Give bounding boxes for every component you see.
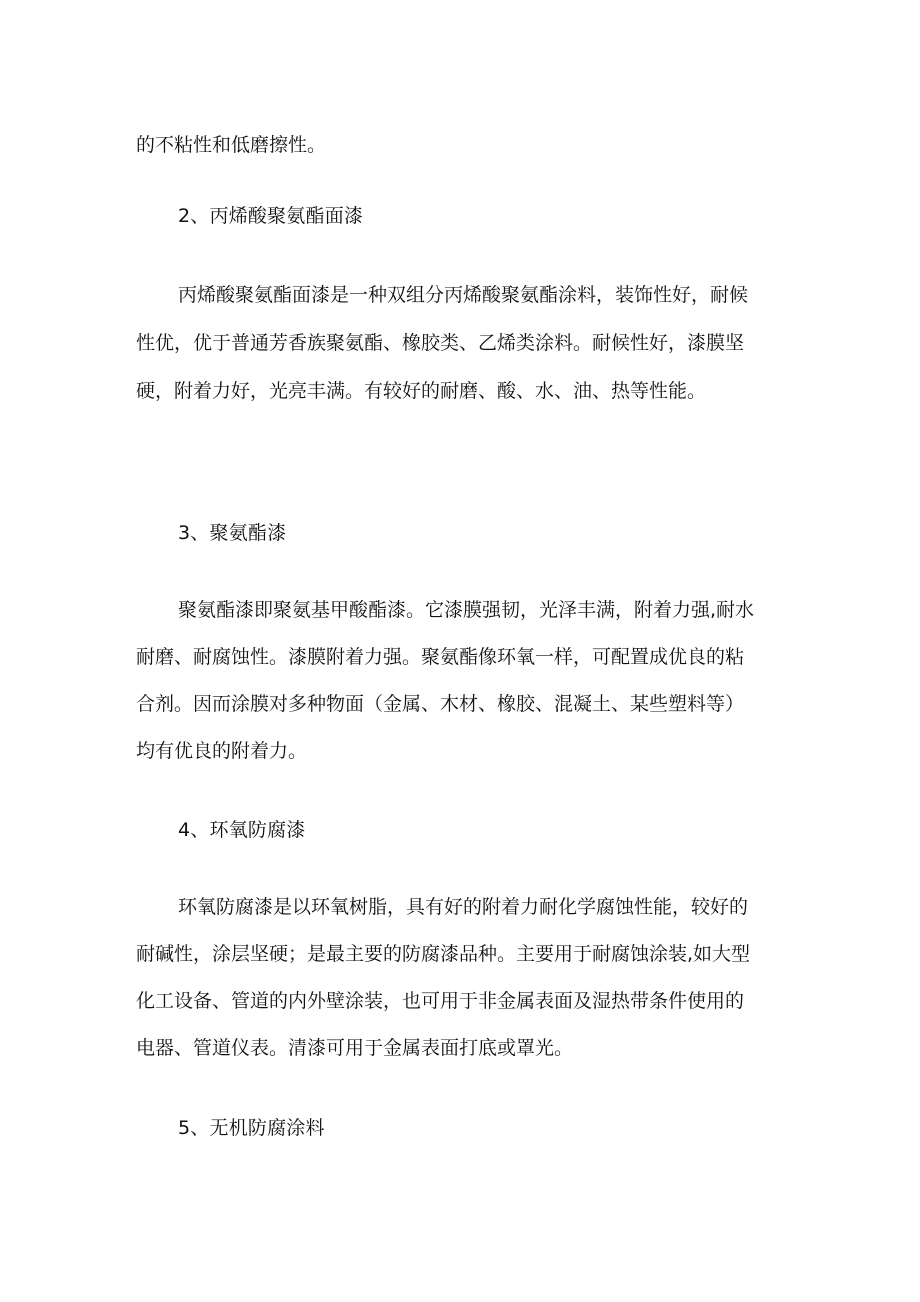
- section-3-line-2: 耐磨、耐腐蚀性。漆膜附着力强。聚氨酯像环氧一样，可配置成优良的粘: [136, 646, 745, 668]
- section-2-line-3: 硬，附着力好，光亮丰满。有较好的耐磨、酸、水、油、热等性能。: [136, 380, 707, 402]
- section-4-line-2: 耐碱性，涂层坚硬；是最主要的防腐漆品种。主要用于耐腐蚀涂装,如大型: [136, 943, 751, 965]
- section-heading-3: 3、聚氨酯漆: [178, 522, 287, 544]
- section-4-line-4: 电器、管道仪表。清漆可用于金属表面打底或罩光。: [136, 1037, 574, 1059]
- section-3-line-1: 聚氨酯漆即聚氨基甲酸酯漆。它漆膜强韧，光泽丰满，附着力强,耐水: [178, 599, 755, 621]
- section-3-line-3: 合剂。因而涂膜对多种物面（金属、木材、橡胶、混凝土、某些塑料等）: [136, 693, 745, 715]
- section-heading-2: 2、丙烯酸聚氨酯面漆: [178, 205, 364, 227]
- section-4-line-3: 化工设备、管道的内外壁涂装，也可用于非金属表面及湿热带条件使用的: [136, 990, 745, 1012]
- section-heading-5: 5、无机防腐涂料: [178, 1117, 325, 1139]
- section-heading-4: 4、环氧防腐漆: [178, 819, 306, 841]
- section-4-line-1: 环氧防腐漆是以环氧树脂，具有好的附着力耐化学腐蚀性能，较好的: [178, 896, 749, 918]
- section-3-line-4: 均有优良的附着力。: [136, 740, 308, 762]
- continuation-line: 的不粘性和低磨擦性。: [136, 134, 327, 156]
- section-2-line-2: 性优，优于普通芳香族聚氨酯、橡胶类、乙烯类涂料。耐候性好，漆膜坚: [136, 332, 745, 354]
- section-2-line-1: 丙烯酸聚氨酯面漆是一种双组分丙烯酸聚氨酯涂料，装饰性好，耐候: [178, 284, 749, 306]
